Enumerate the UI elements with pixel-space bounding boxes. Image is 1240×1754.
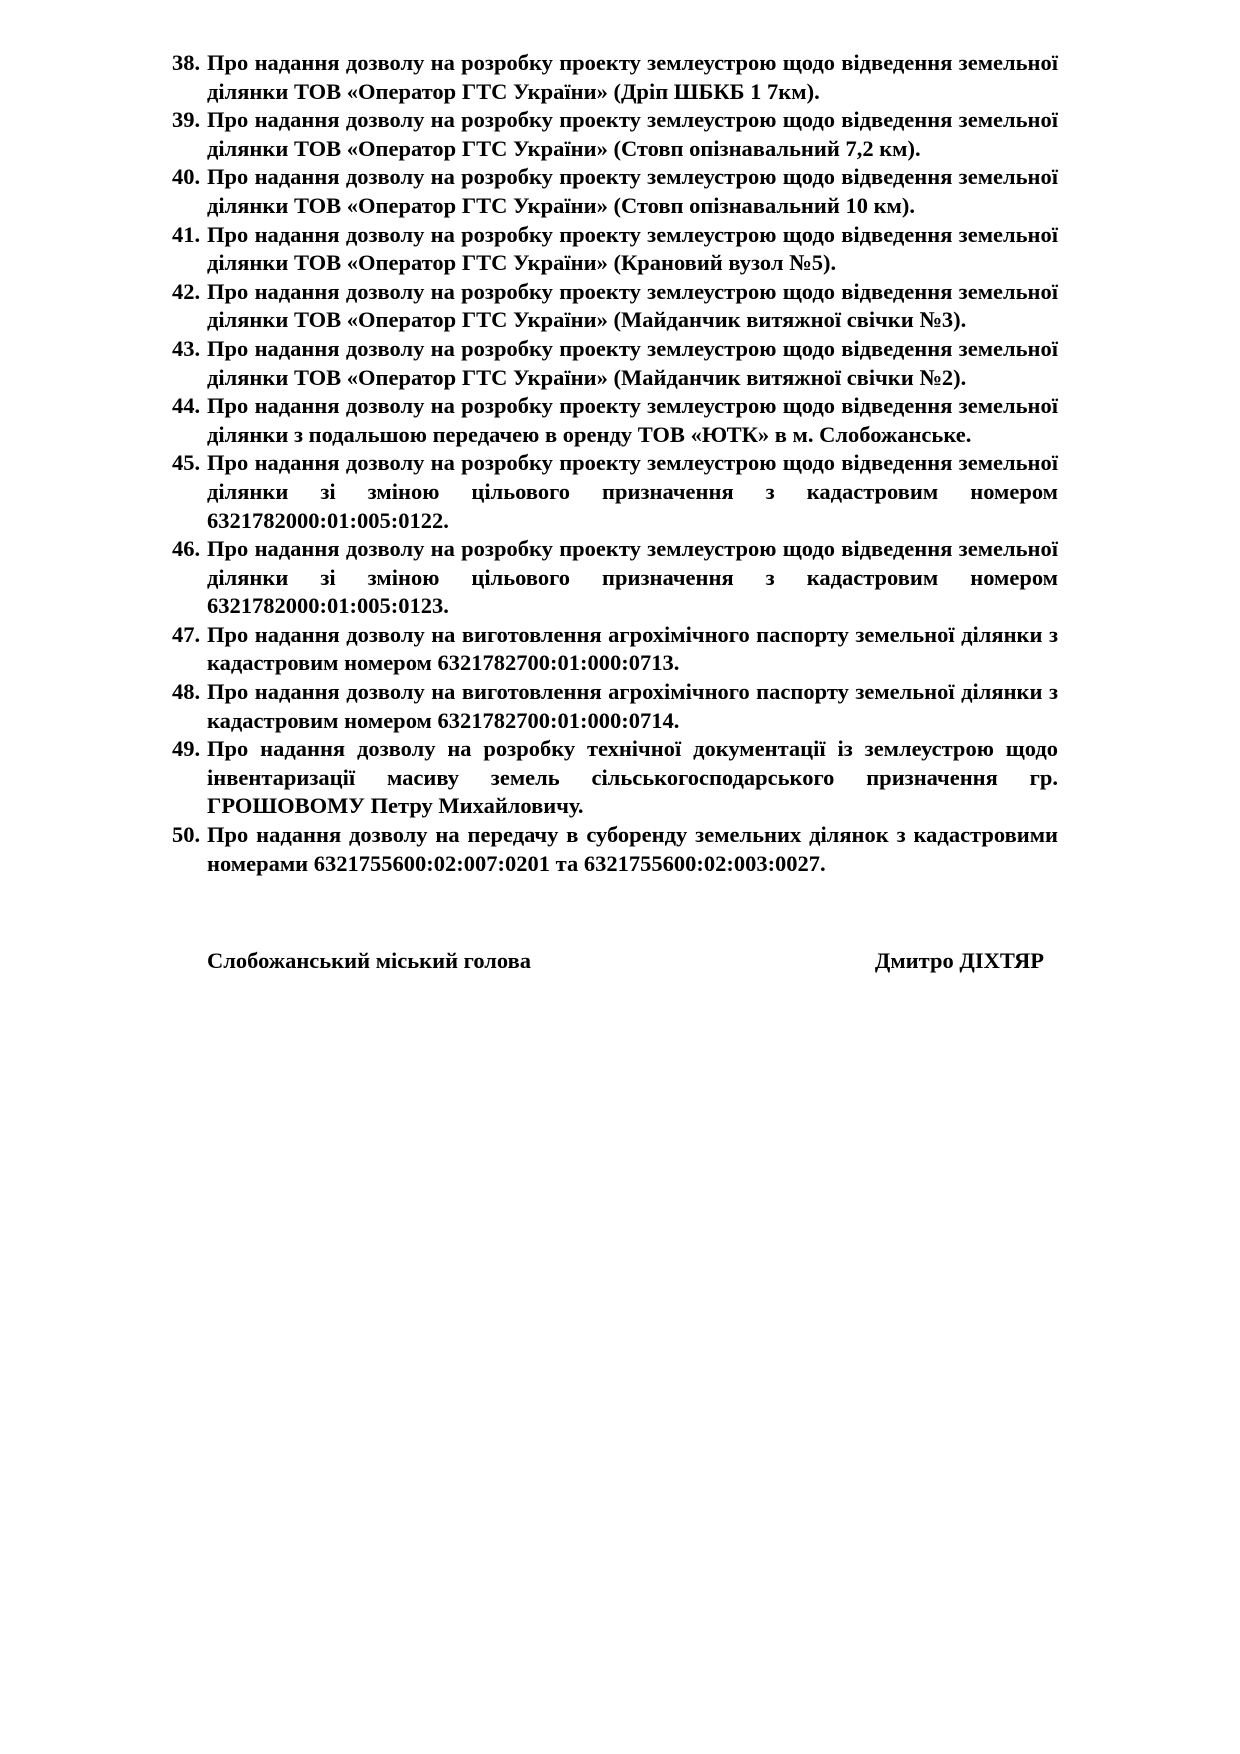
list-item bbox=[172, 449, 1058, 535]
item-number: 46. bbox=[172, 536, 201, 562]
item-text: Про надання дозволу на розробку проекту землеустрою щодо відведення земельної ділянки ТОВ «Оператор ГТС України» (Дріп ШБКБ 1 7км). bbox=[207, 50, 1058, 104]
list-item bbox=[172, 163, 1058, 220]
item-text: Про надання дозволу на розробку проекту землеустрою щодо відведення земельної ділянки зі зміною цільового призначення з кадастровим номером 6321782000:01:005:0122. bbox=[207, 450, 1058, 533]
signature-block bbox=[172, 947, 1058, 976]
item-number: 49. bbox=[172, 736, 201, 762]
list-item bbox=[172, 49, 1058, 106]
list-item bbox=[172, 106, 1058, 163]
list-item bbox=[172, 735, 1058, 821]
item-text: Про надання дозволу на розробку технічної документації із землеустрою щодо інвентаризації масиву земель сільськогосподарського призначення гр. ГРОШОВОМУ Петру Михайловичу. bbox=[207, 736, 1058, 819]
item-number: 43. bbox=[172, 335, 201, 361]
list-item bbox=[172, 678, 1058, 735]
list-item bbox=[172, 621, 1058, 678]
item-number: 47. bbox=[172, 621, 201, 647]
item-number: 48. bbox=[172, 679, 201, 705]
item-text: Про надання дозволу на виготовлення агрохімічного паспорту земельної ділянки з кадастровим номером 6321782700:01:000:0714. bbox=[207, 679, 1058, 733]
agenda-list bbox=[172, 49, 1058, 878]
item-text: Про надання дозволу на виготовлення агрохімічного паспорту земельної ділянки з кадастровим номером 6321782700:01:000:0713. bbox=[207, 621, 1058, 676]
item-text: Про надання дозволу на розробку проекту землеустрою щодо відведення земельної ділянки ТОВ «Оператор ГТС України» (Крановий вузол №5). bbox=[207, 221, 1058, 276]
page-content bbox=[172, 49, 1058, 976]
item-text: Про надання дозволу на розробку проекту землеустрою щодо відведення земельної ділянки ТОВ «Оператор ГТС України» (Майданчик витяжної свічки №2). bbox=[207, 335, 1058, 390]
item-number: 42. bbox=[172, 278, 201, 304]
item-text: Про надання дозволу на розробку проекту землеустрою щодо відведення земельної ділянки зі зміною цільового призначення з кадастровим номером 6321782000:01:005:0123. bbox=[207, 536, 1058, 619]
list-item bbox=[172, 335, 1058, 392]
item-number: 45. bbox=[172, 450, 201, 476]
item-text: Про надання дозволу на розробку проекту землеустрою щодо відведення земельної ділянки ТОВ «Оператор ГТС України» (Стовп опізнавальний 10 км). bbox=[207, 164, 1058, 218]
list-item bbox=[172, 535, 1058, 621]
list-item bbox=[172, 392, 1058, 449]
item-number: 40. bbox=[172, 164, 201, 190]
item-text: Про надання дозволу на розробку проекту землеустрою щодо відведення земельної ділянки ТОВ «Оператор ГТС України» (Майданчик витяжної свічки №3). bbox=[207, 278, 1058, 333]
item-number: 41. bbox=[172, 221, 201, 247]
list-item bbox=[172, 278, 1058, 335]
item-text: Про надання дозволу на розробку проекту землеустрою щодо відведення земельної ділянки з подальшою передачею в оренду ТОВ «ЮТК» в м. Слобожанське. bbox=[207, 393, 1058, 447]
item-number: 39. bbox=[172, 107, 201, 133]
list-item bbox=[172, 821, 1058, 878]
item-number: 44. bbox=[172, 393, 201, 419]
list-item bbox=[172, 221, 1058, 278]
item-text: Про надання дозволу на розробку проекту землеустрою щодо відведення земельної ділянки ТОВ «Оператор ГТС України» (Стовп опізнавальний 7,2 км). bbox=[207, 107, 1058, 161]
signatory-title: Слобожанський міський голова bbox=[207, 948, 531, 974]
signatory-name: Дмитро ДІХТЯР bbox=[874, 948, 1044, 974]
item-text: Про надання дозволу на передачу в суборенду земельних ділянок з кадастровими номерами 6321755600:02:007:0201 та 6321755600:02:003:0027. bbox=[207, 822, 1058, 876]
item-number: 50. bbox=[172, 822, 201, 848]
item-number: 38. bbox=[172, 50, 201, 75]
